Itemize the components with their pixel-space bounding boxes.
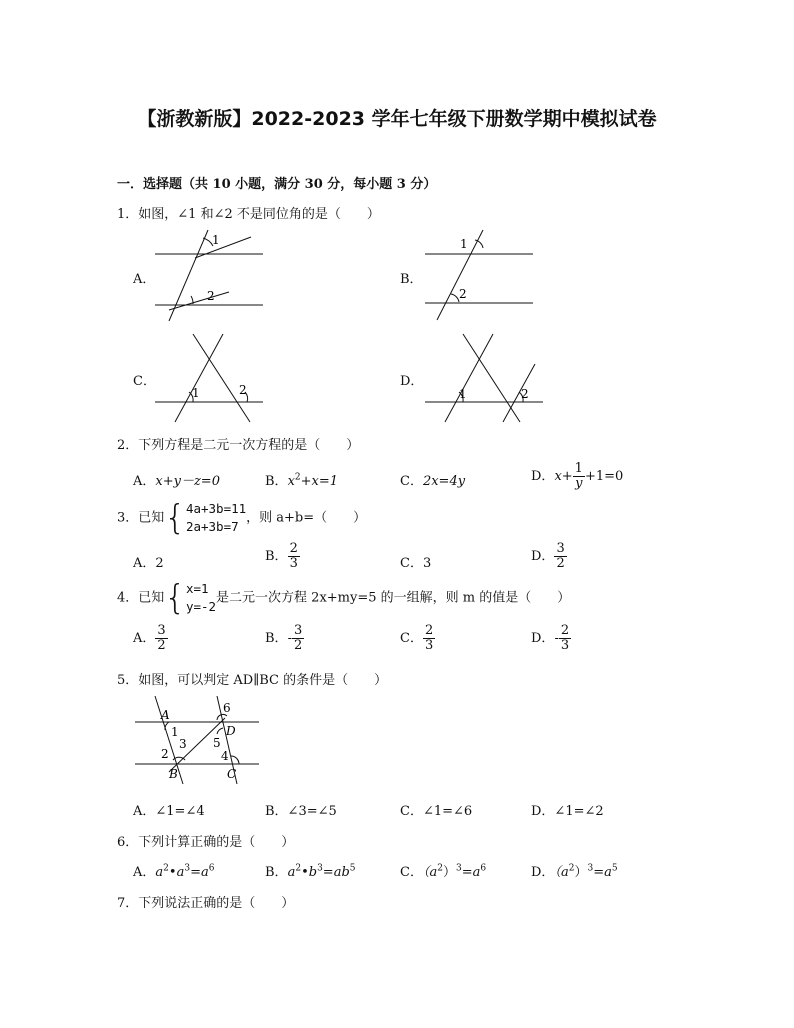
equation-2: y=-2 — [185, 599, 217, 614]
q1-figure-d — [425, 332, 545, 424]
line-right — [463, 334, 520, 422]
angle-label-2: 2 — [521, 387, 529, 401]
option-value: 2 — [155, 556, 164, 571]
fraction-numerator: 2 — [289, 541, 298, 556]
base: （a — [422, 865, 438, 880]
base: b — [308, 865, 318, 880]
question-3 — [117, 500, 366, 536]
exponent: 5 — [349, 863, 356, 874]
exponent: 3 — [455, 863, 462, 874]
option-value: 3 — [422, 556, 432, 571]
q1-option-b-label: B． — [400, 272, 423, 287]
exponent: 2 — [437, 863, 443, 874]
option-label: C． — [400, 474, 423, 489]
exponent: 2 — [568, 863, 575, 874]
option-label: A． — [133, 556, 156, 571]
question-number: 7． — [117, 896, 139, 911]
base: a — [155, 865, 164, 880]
fraction-numerator: 3 — [556, 541, 565, 556]
question-4 — [117, 580, 570, 616]
angle-label-2: 2 — [459, 287, 467, 301]
q1-figure-a — [155, 228, 265, 322]
minus-sign: - — [554, 631, 559, 646]
q6-option-d — [531, 861, 618, 880]
q5-option-b: B．∠3=∠5 — [265, 804, 337, 819]
q2-option-d — [531, 462, 623, 491]
exponent: 6 — [480, 863, 487, 874]
question-number: 1． — [117, 207, 139, 222]
result: =a — [190, 865, 209, 880]
point-label-C: C — [227, 767, 237, 781]
equation-1: x=1 — [185, 581, 209, 596]
q3-option-b — [265, 542, 300, 571]
option-expr: x — [287, 474, 295, 489]
q1-option-c-label: C． — [133, 374, 156, 389]
option-label: B． — [265, 631, 288, 646]
base: （a — [554, 865, 569, 880]
q1-option-a-label: A． — [133, 272, 156, 287]
option-expr: x+ — [554, 469, 573, 484]
q3-option-a — [133, 552, 164, 571]
angle-label-1: 1 — [459, 387, 467, 401]
option-label: C． — [400, 865, 423, 880]
line-left — [445, 334, 493, 422]
fraction-numerator: 3 — [293, 623, 303, 638]
option-label: D． — [531, 865, 555, 880]
result: =ab — [322, 865, 350, 880]
q6-option-a — [133, 861, 214, 880]
line-right — [193, 334, 250, 422]
q3-option-c — [400, 552, 431, 571]
question-number: 5． — [117, 673, 139, 688]
fraction-denominator: 3 — [560, 638, 570, 653]
exponent: 3 — [184, 863, 191, 874]
question-2 — [117, 434, 359, 453]
q2-option-c — [400, 470, 465, 489]
fraction-denominator: 2 — [157, 638, 166, 653]
option-label: B． — [265, 474, 288, 489]
q4-option-a — [133, 624, 168, 653]
q5-option-c: C．∠1=∠6 — [400, 804, 473, 819]
fraction-numerator: 1 — [574, 461, 583, 476]
option-expr: x+y－z=0 — [155, 474, 220, 489]
angle-label-1: 1 — [460, 237, 468, 251]
dot: • — [301, 865, 309, 880]
fraction-denominator: 2 — [556, 556, 565, 571]
exponent: 2 — [163, 863, 169, 874]
angle-label-2: 2 — [161, 747, 169, 761]
fraction-denominator: 3 — [289, 556, 298, 571]
q5-figure — [133, 694, 261, 786]
result: =a — [593, 865, 612, 880]
dot: • — [168, 865, 177, 880]
result: =a — [461, 865, 481, 880]
exponent: 3 — [317, 863, 323, 874]
q4-option-d — [531, 624, 571, 653]
exponent: 6 — [208, 863, 215, 874]
question-number: 6． — [117, 835, 139, 850]
question-number: 3． — [117, 510, 139, 526]
angle-label-1: 1 — [212, 233, 220, 247]
option-label: A． — [133, 865, 156, 880]
option-expr: 2x=4y — [422, 474, 466, 489]
question-7 — [117, 892, 294, 911]
q6-option-b — [265, 861, 356, 880]
angle-label-1: 1 — [171, 725, 179, 739]
exponent: 2 — [294, 472, 301, 483]
q3-option-d — [531, 542, 567, 571]
q4-option-c — [400, 624, 435, 653]
q6-option-c — [400, 861, 486, 880]
fraction-denominator: 3 — [424, 638, 434, 653]
question-text: 如图，∠1 和∠2 不是同位角的是（ ） — [138, 207, 380, 222]
fraction-denominator: y — [575, 476, 583, 491]
q1-option-d-label: D． — [400, 374, 424, 389]
question-number: 4． — [117, 590, 139, 606]
fraction-numerator: 2 — [424, 623, 434, 638]
exponent: 5 — [611, 863, 618, 874]
angle-label-2: 2 — [239, 383, 247, 397]
question-text: 下列计算正确的是（ ） — [138, 835, 295, 850]
option-label: A． — [133, 474, 156, 489]
question-6 — [117, 831, 294, 850]
question-text: 已知 — [138, 590, 165, 606]
question-text: ，则 a+b=（ ） — [246, 510, 367, 526]
point-label-A: A — [161, 708, 170, 722]
q2-option-a — [133, 470, 220, 489]
base: a — [176, 865, 185, 880]
angle-label-6: 6 — [223, 701, 231, 715]
q2-option-b — [265, 470, 338, 489]
question-text: 是二元一次方程 2x+my=5 的一组解，则 m 的值是（ ） — [216, 590, 571, 606]
q5-option-d: D．∠1=∠2 — [531, 804, 604, 819]
q1-figure-b — [425, 228, 535, 322]
angle-label-3: 3 — [179, 737, 187, 751]
option-label: D． — [531, 549, 555, 564]
paren: ） — [574, 865, 588, 880]
question-text: 如图，可以判定 AD∥BC 的条件是（ ） — [138, 673, 388, 688]
question-number: 2． — [117, 438, 139, 453]
minus-sign: - — [287, 631, 292, 646]
point-label-D: D — [226, 724, 236, 738]
page-title: 【浙教新版】2022-2023 学年七年级下册数学期中模拟试卷 — [137, 108, 657, 130]
fraction-denominator: 2 — [293, 638, 303, 653]
option-expr: +1=0 — [584, 469, 624, 484]
brace-icon: { — [164, 578, 186, 618]
section-heading: 一．选择题（共 10 小题，满分 30 分，每小题 3 分） — [117, 177, 437, 192]
question-1 — [117, 203, 380, 222]
q1-figure-c — [155, 332, 265, 424]
option-label: C． — [400, 631, 423, 646]
question-text: 下列方程是二元一次方程的是（ ） — [138, 438, 360, 453]
option-label: B． — [265, 549, 288, 564]
fraction-numerator: 2 — [560, 623, 570, 638]
equation-2: 2a+3b=7 — [185, 519, 239, 534]
point-label-B: B — [169, 767, 178, 781]
option-label: B． — [265, 865, 288, 880]
option-label: A． — [133, 631, 156, 646]
option-label: C． — [400, 556, 423, 571]
paren: ） — [442, 865, 456, 880]
exponent: 2 — [295, 863, 302, 874]
option-label: D． — [531, 631, 555, 646]
question-text: 已知 — [138, 510, 165, 526]
equation-1: 4a+3b=11 — [185, 501, 247, 516]
line-extra — [503, 364, 535, 422]
q4-option-b — [265, 624, 304, 653]
option-label: D． — [531, 469, 555, 484]
angle-label-1: 1 — [192, 386, 200, 400]
fraction-numerator: 3 — [157, 623, 166, 638]
angle-label-5: 5 — [213, 736, 221, 750]
transversal — [169, 230, 208, 321]
angle-label-4: 4 — [221, 749, 229, 763]
exponent: 3 — [587, 863, 594, 874]
question-text: 下列说法正确的是（ ） — [138, 896, 295, 911]
line-left — [175, 334, 223, 422]
base: a — [287, 865, 296, 880]
q5-option-a: A．∠1=∠4 — [133, 804, 205, 819]
brace-icon: { — [164, 498, 186, 538]
question-5 — [117, 669, 387, 688]
option-expr: +x=1 — [300, 474, 339, 489]
angle-label-2: 2 — [207, 289, 215, 303]
